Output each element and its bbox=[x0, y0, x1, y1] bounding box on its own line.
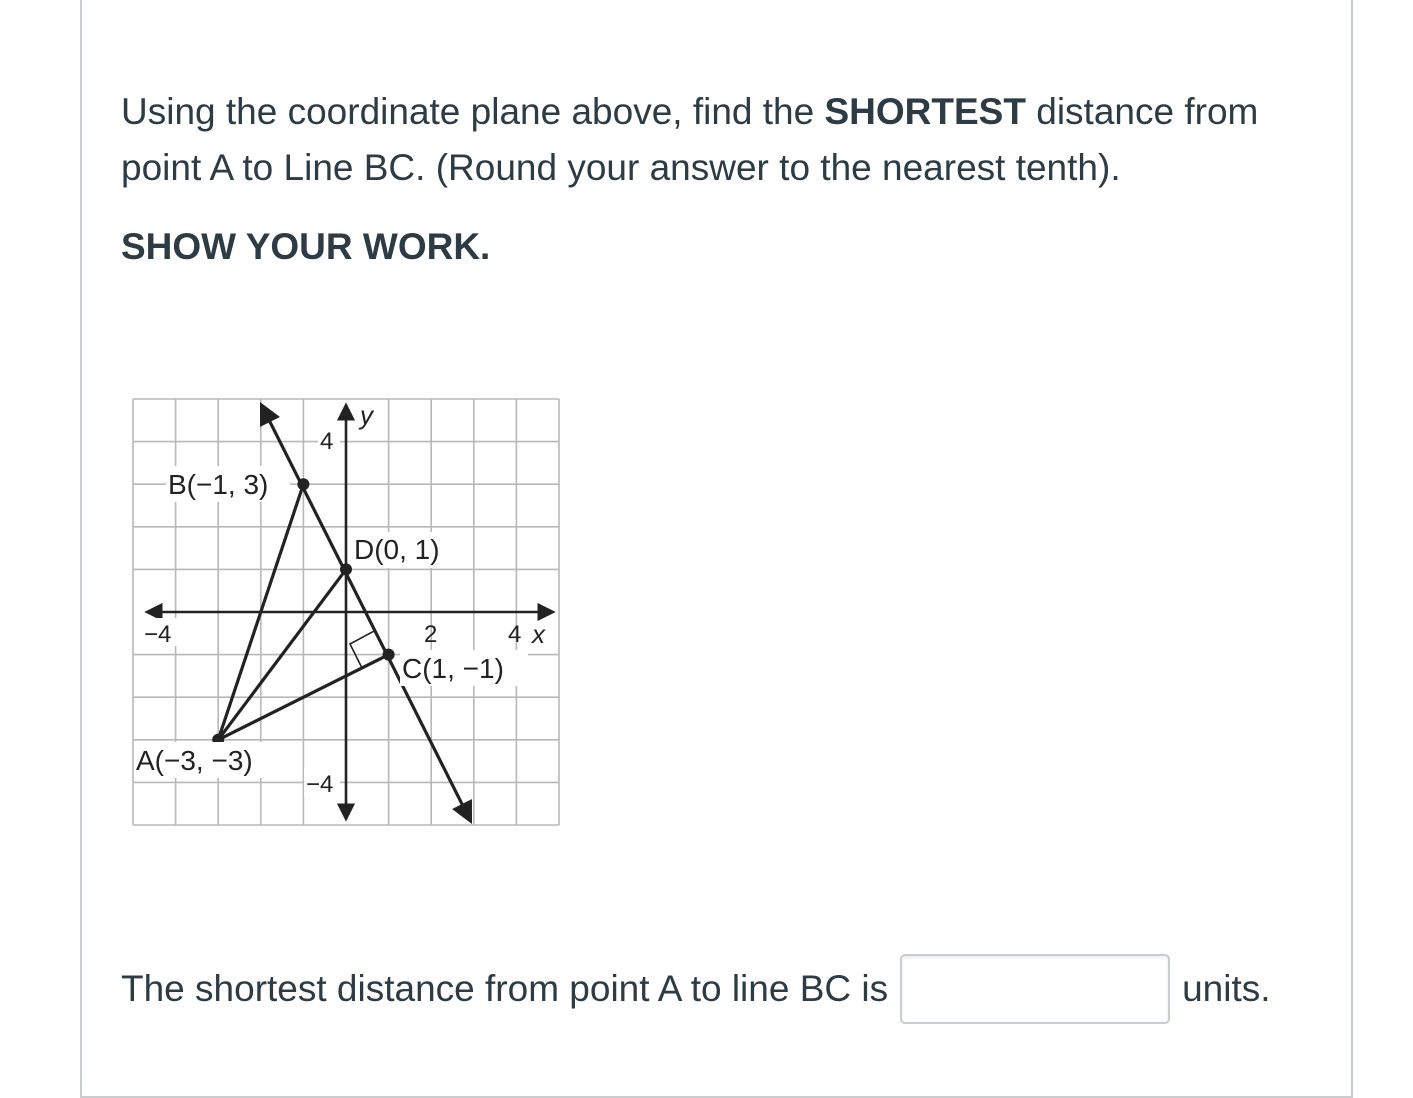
prompt-emphasis: SHORTEST bbox=[824, 91, 1026, 132]
show-work-instruction: SHOW YOUR WORK. bbox=[121, 226, 491, 267]
x-axis-label: x bbox=[532, 619, 545, 649]
answer-input[interactable] bbox=[900, 954, 1170, 1024]
y-axis-label: y bbox=[360, 400, 373, 430]
tick-y-neg4: −4 bbox=[306, 771, 334, 798]
answer-row bbox=[121, 950, 1271, 1028]
tick-x-2: 2 bbox=[424, 621, 438, 648]
answer-prefix: The shortest distance from point A to line BC is bbox=[121, 968, 889, 1009]
tick-x-neg4: −4 bbox=[144, 621, 172, 648]
label-point-c: C(1, −1) bbox=[402, 653, 504, 684]
point-d bbox=[340, 563, 352, 575]
prompt-text-2: distance from point A to Line BC. (Round your answer to the nearest tenth). bbox=[121, 91, 1259, 188]
label-point-d: D(0, 1) bbox=[354, 534, 440, 565]
point-c bbox=[383, 649, 395, 661]
question-prompt bbox=[121, 84, 1301, 196]
coordinate-plane bbox=[128, 396, 564, 832]
point-b bbox=[297, 478, 309, 490]
tick-y-4: 4 bbox=[320, 428, 334, 455]
answer-suffix: units. bbox=[1182, 968, 1271, 1009]
label-point-a: A(−3, −3) bbox=[136, 745, 253, 776]
label-point-b: B(−1, 3) bbox=[168, 469, 269, 500]
prompt-text-1: Using the coordinate plane above, find the bbox=[121, 91, 825, 132]
tick-x-4: 4 bbox=[508, 621, 522, 648]
